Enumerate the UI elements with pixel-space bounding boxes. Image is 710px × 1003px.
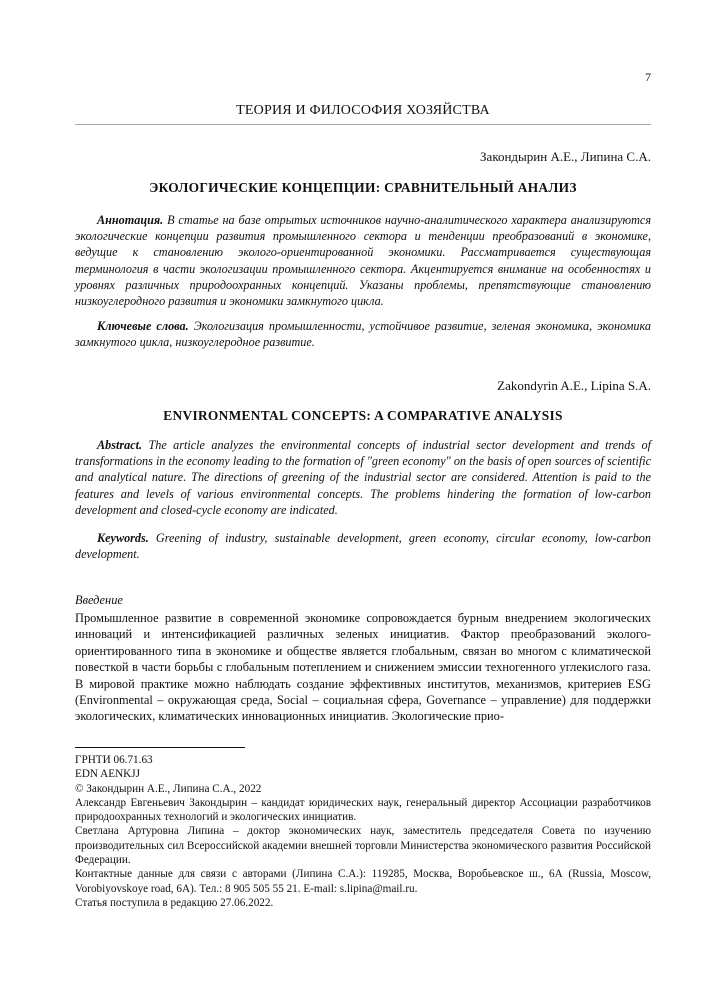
ru-abstract [75,212,651,309]
footnotes [75,753,651,910]
intro-text: Промышленное развитие в современной экономике сопровождается бурным внедрением экологических инноваций и интенсификацией различных зеленых инициатив. Фактор преобразований эколого-ориентированного типа в экономике и обществе является глобальным, связан во многом с климатической повесткой в части борьбы с глобальным потеплением и снижением эмиссии техногенного углекислого газа. В мировой практике можно наблюдать создание эффективных институтов, механизмов, критериев ESG (Environmental – окружающая среда, Social – социальная сфера, Governance – управление) для поддержки экологических, климатических инновационных инициатив. Экологические прио- [75,611,651,724]
ru-keywords [75,318,651,350]
header-divider [75,124,651,125]
en-keywords-label: Keywords. [97,531,149,545]
footnote-copyright: © Закондырин А.Е., Липина С.А., 2022 [75,782,262,795]
en-keywords [75,530,651,562]
en-authors: Zakondyrin A.E., Lipina S.A. [497,378,651,393]
ru-title: ЭКОЛОГИЧЕСКИЕ КОНЦЕПЦИИ: СРАВНИТЕЛЬНЫЙ АНАЛИЗ [149,180,577,195]
footnote-author-1: Александр Евгеньевич Закондырин – кандидат юридических наук, генеральный директор Ассоциации разработчиков природоохранных технологий и экологических инициатив. [75,796,651,824]
intro-heading: Введение [75,593,123,607]
footnote-contacts: Контактные данные для связи с авторами (Липина С.А.): 119285, Москва, Воробьевское ш., 6А (Russia, Moscow, Vorobiyovskoye road, 6A). Тел.: 8 905 505 55 21. E-mail: s.lipina@mail.ru. [75,868,651,895]
ru-authors: Закондырин А.Е., Липина С.А. [480,149,651,164]
footnote-received: Статья поступила в редакцию 27.06.2022. [75,896,274,909]
en-title: ENVIRONMENTAL CONCEPTS: A COMPARATIVE ANALYSIS [163,408,563,423]
ru-abstract-text: В статье на базе отрытых источников научно-аналитического характера анализируются экологические концепции развития промышленного сектора и тенденции преобразований в экономике, ведущие к становлению эколого-ориентированной экономики. Рассматривается существующая терминология в части экологизации промышленного сектора. Акцентируется внимание на особенностях и уровнях различных природоохранных концепций. Указаны проблемы, препятствующие становлению низкоуглеродного развития и экономики замкнутого цикла. [75,213,651,309]
en-abstract-label: Abstract. [97,438,143,452]
footnote-grnti: ГРНТИ 06.71.63 [75,754,153,766]
ru-keywords-label: Ключевые слова. [97,319,189,333]
en-abstract-text: The article analyzes the environmental concepts of industrial sector development and trends of transformations in the economy leading to the formation of "green economy" on the basis of open sources of scientific and analytical nature. The directions of greening of the industrial sector are considered. Attention is paid to the features and levels of various environmental concepts. The problems hindering the formation of low-carbon development and closed-cycle economy are indicated. [75,438,652,517]
ru-keywords-text: Экологизация промышленности, устойчивое развитие, зеленая экономика, экономика замкнутого цикла, низкоуглеродное развитие. [75,319,651,350]
page-number: 7 [645,70,651,84]
ru-abstract-label: Аннотация. [97,213,164,227]
footnote-edn: EDN AENKJJ [75,768,140,781]
en-abstract [75,437,651,518]
footnote-divider [75,747,245,748]
footnote-author-2: Светлана Артуровна Липина – доктор экономических наук, заместитель председателя Совета по изучению производительных сил Всероссийской академии внешней торговли Министерства экономического развития Российской Федерации. [75,825,651,867]
en-keywords-text: Greening of industry, sustainable development, green economy, circular economy, low-carbon development. [75,531,651,562]
running-header: ТЕОРИЯ И ФИЛОСОФИЯ ХОЗЯЙСТВА [236,103,490,118]
